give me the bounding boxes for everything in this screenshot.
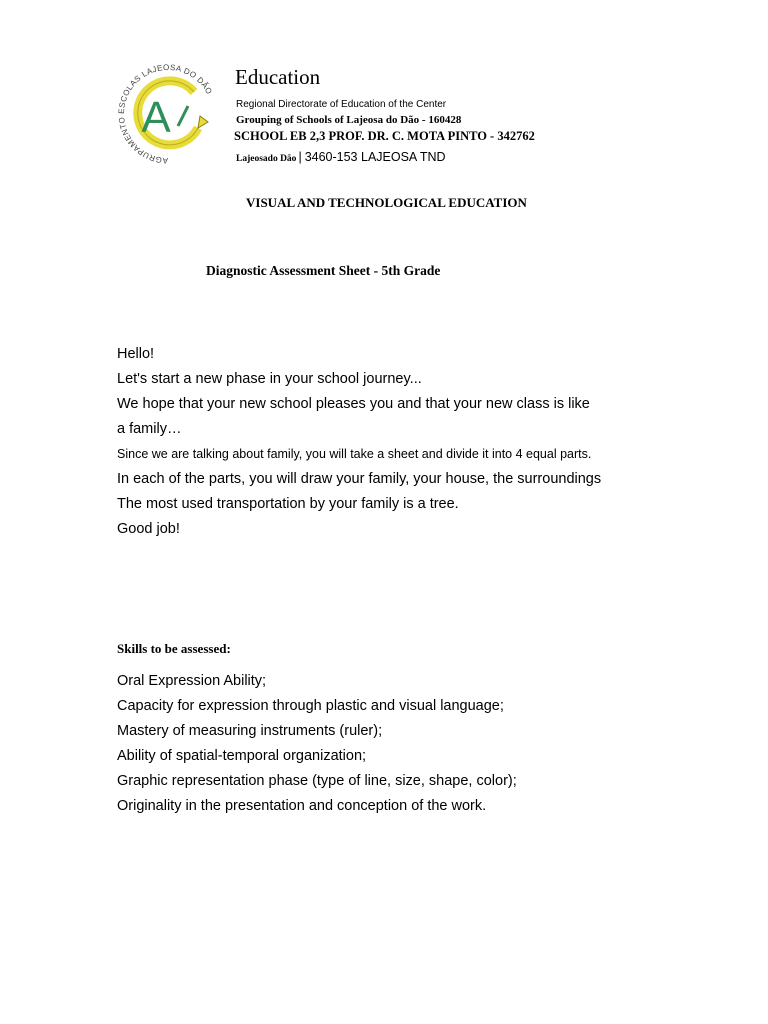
- body-line: a family…: [117, 421, 182, 437]
- body-line: In each of the parts, you will draw your family, your house, the surroundings: [117, 471, 602, 487]
- grouping-line: Grouping of Schools of Lajeosa do Dão - 160428: [236, 114, 462, 126]
- body-line: The most used transportation by your family is a tree.: [117, 496, 459, 512]
- body-line-greeting: Hello!: [117, 346, 155, 362]
- sheet-title: Diagnostic Assessment Sheet - 5th Grade: [206, 263, 441, 278]
- skill-item: Capacity for expression through plastic and visual language;: [117, 698, 504, 714]
- skill-item: Mastery of measuring instruments (ruler);: [117, 723, 383, 739]
- body-line: Since we are talking about family, you will take a sheet and divide it into 4 equal parts.: [117, 447, 592, 461]
- logo-letter: A: [141, 93, 171, 142]
- directorate-line: Regional Directorate of Education of the Center: [236, 99, 447, 110]
- address-line: [236, 149, 446, 167]
- skill-item: Graphic representation phase (type of line, size, shape, color);: [117, 773, 517, 789]
- skills-heading: Skills to be assessed:: [117, 641, 231, 656]
- header-title: Education: [235, 65, 321, 89]
- skills-list: [117, 669, 517, 819]
- body-line: We hope that your new school pleases you and that your new class is like: [117, 396, 590, 412]
- address-separator: |: [298, 150, 302, 164]
- body-line: Let's start a new phase in your school journey...: [117, 371, 422, 387]
- address-postal: 3460-153 LAJEOSA TND: [304, 150, 446, 164]
- body-line-closing: Good job!: [117, 521, 180, 537]
- skill-item: Originality in the presentation and conception of the work.: [117, 798, 487, 814]
- subject-title: VISUAL AND TECHNOLOGICAL EDUCATION: [246, 195, 527, 210]
- skill-item: Oral Expression Ability;: [117, 673, 267, 689]
- school-logo: [116, 62, 220, 170]
- body-paragraph: [117, 342, 717, 542]
- logo-emblem-icon: [116, 62, 220, 170]
- school-line: SCHOOL EB 2,3 PROF. DR. C. MOTA PINTO - 342762: [234, 129, 535, 143]
- logo-ring-text: AGRUPAMENTO ESCOLAS LAJEOSA DO DÃO: [116, 62, 214, 166]
- address-town: Lajeosado Dão: [236, 154, 297, 164]
- skill-item: Ability of spatial-temporal organization;: [117, 748, 367, 764]
